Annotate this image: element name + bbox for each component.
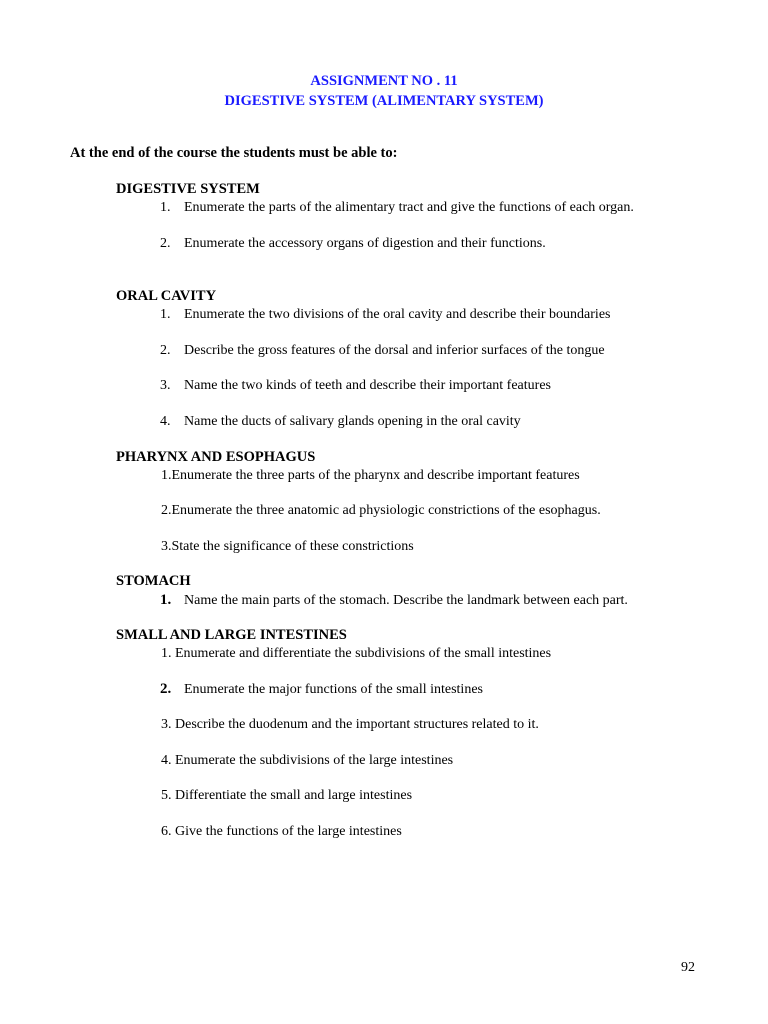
list-item-text: Enumerate the parts of the alimentary tract and give the functions of each organ. bbox=[184, 200, 634, 215]
list-item-number: 4. bbox=[160, 414, 171, 429]
list-item-text: 4. Enumerate the subdivisions of the large intestines bbox=[161, 753, 454, 768]
list-item-text: Name the main parts of the stomach. Describe the landmark between each part. bbox=[184, 593, 628, 608]
list-item-text: 3.State the significance of these constrictions bbox=[161, 539, 414, 554]
assignment-title: ASSIGNMENT NO . 11 bbox=[310, 73, 458, 89]
list-item-text: Enumerate the major functions of the small intestines bbox=[184, 682, 483, 697]
list-item-text: 6. Give the functions of the large intestines bbox=[161, 824, 402, 839]
list-item-text: 1.Enumerate the three parts of the pharynx and describe important features bbox=[161, 468, 580, 483]
page-number: 92 bbox=[681, 960, 695, 975]
section-heading-oral-cavity: ORAL CAVITY bbox=[116, 288, 217, 304]
list-item-text: Enumerate the two divisions of the oral cavity and describe their boundaries bbox=[184, 307, 611, 322]
list-item-text: 3. Describe the duodenum and the important structures related to it. bbox=[161, 717, 539, 732]
section-heading-pharynx-esophagus: PHARYNX AND ESOPHAGUS bbox=[116, 449, 316, 465]
list-item-number: 3. bbox=[160, 378, 171, 393]
list-item-number: 1. bbox=[160, 200, 171, 215]
list-item-number: 1. bbox=[160, 592, 172, 608]
section-heading-stomach: STOMACH bbox=[116, 573, 191, 589]
list-item-text: Enumerate the accessory organs of digestion and their functions. bbox=[184, 236, 546, 251]
assignment-subtitle: DIGESTIVE SYSTEM (ALIMENTARY SYSTEM) bbox=[224, 93, 544, 109]
list-item-number: 2. bbox=[160, 236, 171, 251]
list-item-number: 1. bbox=[160, 307, 171, 322]
list-item-text: Name the two kinds of teeth and describe their important features bbox=[184, 378, 551, 393]
list-item-text: Describe the gross features of the dorsal and inferior surfaces of the tongue bbox=[184, 343, 605, 358]
list-item-number: 2. bbox=[160, 343, 171, 358]
section-heading-digestive-system: DIGESTIVE SYSTEM bbox=[116, 181, 260, 197]
list-item-text: 2.Enumerate the three anatomic ad physiologic constrictions of the esophagus. bbox=[161, 503, 601, 518]
list-item-number: 2. bbox=[160, 681, 172, 697]
list-item-text: 5. Differentiate the small and large intestines bbox=[161, 788, 413, 803]
list-item-text: Name the ducts of salivary glands opening in the oral cavity bbox=[184, 414, 521, 429]
section-heading-intestines: SMALL AND LARGE INTESTINES bbox=[116, 627, 347, 643]
list-item-text: 1. Enumerate and differentiate the subdivisions of the small intestines bbox=[161, 646, 552, 661]
intro-statement: At the end of the course the students must be able to: bbox=[70, 145, 398, 161]
